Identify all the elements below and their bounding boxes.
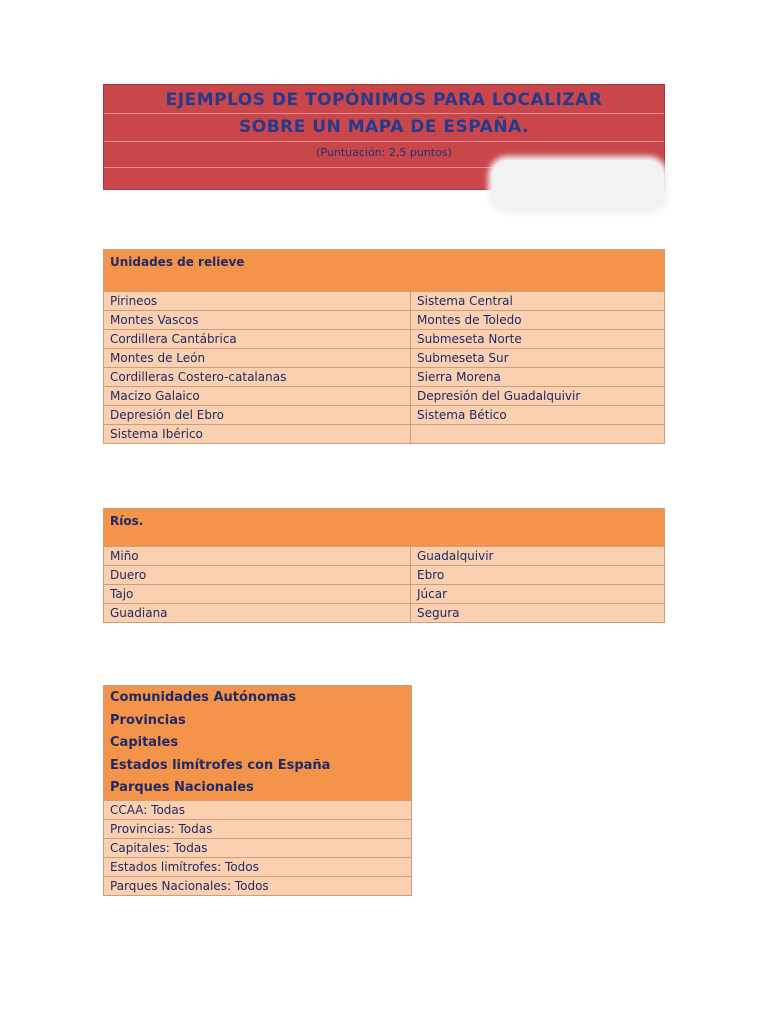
table-cell: Guadiana — [104, 604, 411, 623]
rios-header: Ríos. — [104, 509, 665, 547]
table-cell: Macizo Galaico — [104, 387, 411, 406]
table-cell: Cordilleras Costero-catalanas — [104, 368, 411, 387]
table-row — [104, 876, 412, 895]
otros-table — [103, 685, 412, 896]
title-line-2: SOBRE UN MAPA DE ESPAÑA. — [239, 117, 529, 137]
table-row — [104, 311, 665, 330]
table-cell: Pirineos — [104, 292, 411, 311]
table-cell: Montes Vascos — [104, 311, 411, 330]
table-cell: CCAA: Todas — [104, 800, 412, 819]
table-cell: Sistema Central — [411, 292, 665, 311]
table-row — [104, 585, 665, 604]
table-row — [104, 819, 412, 838]
table-cell: Depresión del Ebro — [104, 406, 411, 425]
smudge-mark — [492, 160, 664, 210]
table-row — [104, 387, 665, 406]
table-cell: Tajo — [104, 585, 411, 604]
table-cell: Duero — [104, 566, 411, 585]
header-line: Comunidades Autónomas — [110, 690, 297, 705]
table-cell: Ebro — [411, 566, 665, 585]
table-cell: Estados limítrofes: Todos — [104, 857, 412, 876]
table-cell: Guadalquivir — [411, 547, 665, 566]
table-cell: Sierra Morena — [411, 368, 665, 387]
header-line: Estados limítrofes con España — [110, 757, 331, 773]
otros-header — [104, 686, 412, 801]
table-row — [104, 838, 412, 857]
header-line: Capitales — [110, 735, 179, 750]
table-row — [104, 292, 665, 311]
relieve-header: Unidades de relieve — [104, 250, 665, 292]
table-cell: Parques Nacionales: Todos — [104, 876, 412, 895]
table-cell: Montes de León — [104, 349, 411, 368]
table-row — [104, 330, 665, 349]
title-divider — [104, 141, 664, 142]
table-row — [104, 425, 665, 444]
table-cell: Sistema Ibérico — [104, 425, 411, 444]
table-row — [104, 368, 665, 387]
table-row — [104, 547, 665, 566]
table-cell: Submeseta Norte — [411, 330, 665, 349]
table-cell: Segura — [411, 604, 665, 623]
title-divider — [104, 113, 664, 114]
table-cell: Provincias: Todas — [104, 819, 412, 838]
table-cell — [411, 425, 665, 444]
table-cell: Cordillera Cantábrica — [104, 330, 411, 349]
subtitle: (Puntuación: 2,5 puntos) — [316, 146, 452, 159]
title-line-1: EJEMPLOS DE TOPÓNIMOS PARA LOCALIZAR — [165, 90, 603, 110]
table-row — [104, 800, 412, 819]
table-row — [104, 604, 665, 623]
table-cell: Submeseta Sur — [411, 349, 665, 368]
table-cell: Júcar — [411, 585, 665, 604]
table-cell: Montes de Toledo — [411, 311, 665, 330]
table-cell: Capitales: Todas — [104, 838, 412, 857]
header-line: Parques Nacionales — [110, 780, 254, 795]
table-cell: Miño — [104, 547, 411, 566]
table-cell: Depresión del Guadalquivir — [411, 387, 665, 406]
table-row — [104, 349, 665, 368]
relieve-table — [103, 249, 665, 444]
table-cell: Sistema Bético — [411, 406, 665, 425]
rios-table — [103, 508, 665, 623]
table-row — [104, 566, 665, 585]
table-row — [104, 406, 665, 425]
table-row — [104, 857, 412, 876]
header-line: Provincias — [110, 712, 186, 728]
